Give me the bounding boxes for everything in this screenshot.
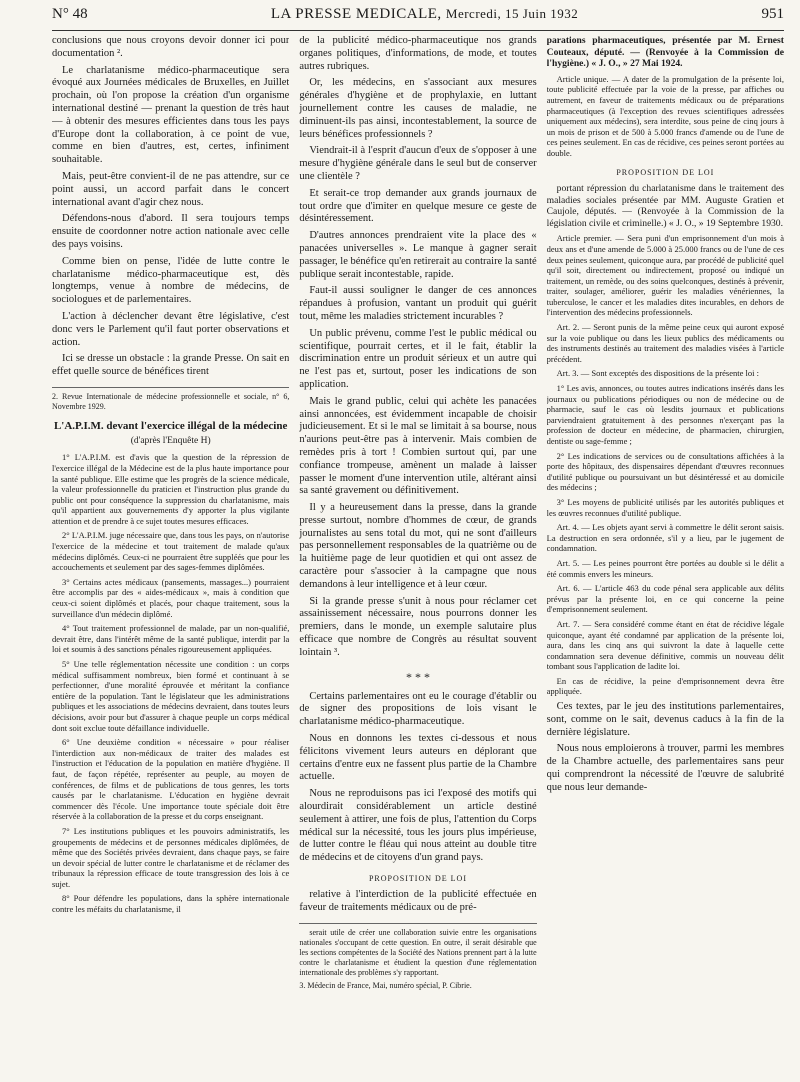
section-subheading: (d'après l'Enquête H) — [130, 435, 211, 446]
paragraph: Or, les médecins, en s'associant aux mesures générales d'hygiène et de prophylaxie, en luttant journellement contre les causes de maladie, ne diminuent-ils pas ainsi, incontestablement, la source de leurs bénéfices professionnels ? — [299, 77, 537, 140]
list-item: 7° Les institutions publiques et les pouvoirs administratifs, les groupements de médecins et de personnes médicales diplômées, de même que des Sociétés privées devraient, dans chaque pays, se faire un devoir spécial de lutter contre le charlatanisme et de réclamer des tribunaux la répression efficace de toute transgression des lois à ce sujet. — [52, 825, 290, 889]
paragraph: Comme bien on pense, l'idée de lutte contre le charlatanisme médico-pharmaceutique est, dès longtemps, venue à nombre de médecins, de sociologues et de parlementaires. — [52, 255, 290, 306]
section-heading: PROPOSITION DE LOI — [616, 167, 715, 177]
section-heading: PROPOSITION DE LOI — [368, 874, 467, 884]
paragraph: Nous ne reproduisons pas ici l'exposé des motifs qui alourdirait considérablement un article destiné seulement à attirer, une fois de plus, l'attention du Corps médical sur la nécessité, tous les jours plus impérieuse, de lutter contre le fléau qui nous atteint au double titre de médecins et de citoyens d'un grand pays. — [299, 788, 537, 864]
paragraph: Faut-il aussi souligner le danger de ces annonces répandues à profusion, vantant un produit qui guérit tout, même les maladies strictement incurables ? — [299, 285, 537, 322]
article-1: Article premier. — Sera puni d'un emprisonnement d'un mois à deux ans et d'une amende de 5.000 à 25.000 francs ou de l'une de ces deux peines seulement, quiconque aura, par procédé de publicité quel qu'il soit, directement ou indirectement, proposé ou indiqué un traitement, un remède, ou des soins quelconques, destinés à prévenir, traiter, soulager, améliorer, guérir les maladies vénériennes, la tuberculose, le cancer et les maladies dites incurables, en dehors de l'intervention des médecins professionnels. — [546, 233, 784, 318]
article-4: Art. 4. — Les objets ayant servi à commettre le délit seront saisis. La destruction en sera ordonnée, s'il y a lieu, par le jugement de condamnation. — [546, 522, 784, 554]
paragraph: de la publicité médico-pharmaceutique nos grands organes politiques, d'informations, de mode, et toutes autres rubriques. — [299, 35, 537, 72]
paragraph: Ces textes, par le jeu des institutions parlementaires, sont, comme on le sait, devenus caducs à la fin de la dernière législature. — [546, 701, 784, 738]
article-3-item: 1° Les avis, annonces, ou toutes autres indications insérés dans les journaux ou publications périodiques ou non de médecine ou de pharmacie, sauf le cas où lesdits journaux et publications parviendraient gratuitement à des personnes n'exerçant pas la profession de docteur en médecine, de pharmacien, chirurgien, dentiste ou sage-femme ; — [546, 383, 784, 446]
section-heading: L'A.P.I.M. devant l'exercice illégal de la médecine — [53, 419, 288, 432]
list-item: 6° Une deuxième condition « nécessaire » pour réaliser l'interdiction aux non-médicaux de traiter des malades est l'instruction et l'éducation de la population en matière d'hygiène. Il faut, de façon répétée, représenter au peuple, au moyen de conférences, de films et de publications de tous genres, les torts causés par le charlatanisme. L'éducation en hygiène devrait commencer dès l'école. Une importance toute spéciale doit être réservée à la collaboration de la presse et du corps enseignant. — [52, 737, 290, 822]
section-separator-stars: * * * — [405, 669, 430, 684]
article-3-item: 3° Les moyens de publicité utilisés par les autorités publiques et les œuvres reconnues d'utilité publique. — [546, 496, 784, 518]
paragraph: Nous nous emploierons à trouver, parmi les membres de la Chambre actuelle, des parlementaires sans peur qui comprendront la nécessité de l'œuvre de salubrité que nous leur demande- — [546, 743, 784, 793]
paragraph: relative à l'interdiction de la publicité effectuée en faveur de traitements médicaux ou de pré- — [299, 889, 537, 914]
article-3-item: 2° Les indications de services ou de consultations affichées à la porte des hôpitaux, des dispensaires dépendant d'œuvres reconnues d'utilité publique ou poursuivant un but désintéressé et au domicile des médecins ; — [546, 450, 784, 493]
footnote: 3. Médecin de France, Mai, numéro spécial, P. Cibrie. — [299, 981, 472, 991]
article-columns — [52, 35, 784, 1075]
paragraph: portant répression du charlatanisme dans le traitement des maladies sociales présentée par MM. Auguste Gratien et Caujole, députés. — (Renvoyée à la Commission de la législation civile et criminelle.) « J. O., » 19 Septembre 1930. — [546, 182, 784, 229]
article-2: Art. 2. — Seront punis de la même peine ceux qui auront exposé sur la voie publique ou dans les lieux publics des médicaments ou des instruments destinés au traitement des maladies visées à l'article précédent. — [546, 322, 784, 364]
article-unique: Article unique. — A dater de la promulgation de la présente loi, toute publicité effectuée par la voie de la presse, par affiches ou autrement, en faveur de traitements médicaux ou de préparations pharmaceutiques (à l'exception des revues scientifiques adressées uniquement aux médecins), sera interdite, sous peine de cinq jours à un mois de prison et de 500 à 5.000 francs d'amende ou de l'une de ces peines seulement. En cas de récidive, ces peines seront portées au double. — [546, 73, 784, 158]
footnote-continuation: serait utile de créer une collaboration suivie entre les organisations nationales s'occupant de cette question. En outre, il serait désirable que les sections compétentes de la Société des Nations prennent part à la lutte contre le charlatanisme et étudient la question d'une réglementation internationale des problèmes s'y rapportant. — [299, 928, 537, 978]
column-left — [52, 35, 289, 1075]
paragraph: D'autres annonces prendraient vite la place des « panacées universelles ». Le manque à gagner serait passager, le bénéfice qu'en retirerait au contraire la santé publique serait incontestable, rapide. — [299, 230, 537, 280]
issue-date: Mercredi, 15 Juin 1932 — [445, 6, 579, 21]
paragraph: Si la grande presse s'unit à nous pour réclamer cet assainissement nécessaire, nous pourrons donner les premiers, dans le monde, un exemple salutaire plus efficace que nombre de Congrès au résultat souvent lointain ³. — [299, 595, 537, 658]
newspaper-title — [271, 6, 578, 23]
paragraph: Le charlatanisme médico-pharmaceutique sera évoqué aux Journées médicales de Bruxelles, en Juillet prochain, où l'on propose la création d'un organisme international destiné — prenant la question de très haut — à obtenir des mesures efficientes dans tous les pays d'Europe dont la collaboration, à ce point de vue, comme en bien d'autres, est, certes, infiniment souhaitable. — [52, 64, 290, 166]
paragraph: Défendons-nous d'abord. Il sera toujours temps ensuite de coordonner notre action nationale avec celle des pays voisins. — [52, 213, 290, 250]
journal-name: LA PRESSE MEDICALE, — [270, 6, 442, 22]
paragraph: Il y a heureusement dans la presse, dans la grande presse surtout, nombre d'hommes de cœur, de grands journalistes au sens total du mot, qui ne sont d'ailleurs pas personnellement responsables de la quatrième ou de la huitième page de leur quotidien et qui ont assez de caractère pour s'associer à la campagne que nous demandons à leur intelligence et à leur cœur. — [299, 502, 537, 590]
footnote — [299, 923, 536, 991]
list-item: 2° L'A.P.I.M. juge nécessaire que, dans tous les pays, on n'autorise l'exercice de la médecine et tout traitement de malade qu'aux médecins diplômés. Ceux-ci ne pourraient être suppléés que pour les accouchements et seulement par des sages-femmes diplômées. — [52, 530, 290, 573]
list-item: 1° L'A.P.I.M. est d'avis que la question de la répression de l'exercice illégal de la Médecine est de la plus haute importance pour la santé publique. Elle estime que les progrès de la science médicale, la valeur professionnelle du praticien et l'instruction plus grande du public ont pour conséquence la suppression du charlatanisme, mais qu'il appartient aux gouvernements d'y apporter la plus vigilante attention et de prendre à ce sujet toutes mesures efficaces. — [52, 452, 290, 526]
article-7: Art. 7. — Sera considéré comme étant en état de récidive légale quiconque, ayant été condamné par application de la présente loi, aura, dans les cinq ans qui suivront la date à laquelle cette condamnation sera devenue définitive, commis un nouveau délit tombant sous l'application de ladite loi. — [546, 618, 784, 672]
paragraph: Certains parlementaires ont eu le courage d'établir ou de signer des propositions de lois visant le charlatanisme médico-pharmaceutique. — [299, 690, 537, 728]
masthead — [52, 6, 784, 31]
column-right — [547, 35, 784, 1075]
list-item: 5° Une telle réglementation nécessite une condition : un corps médical suffisamment nombreux, bien formé et continuant à se perfectionner, d'une moralité éprouvée et méritant la confiance entière de la population. Tant le législateur que les administrations publiques et les associations de médecins devraient, dans toutes leurs décisions, avoir pour but d'assurer à chaque peuple un corps médical dont soit exclue toute défaillance individuelle. — [52, 659, 290, 733]
paragraph: Mais le grand public, celui qui achète les panacées ainsi annoncées, est évidemment incapable de choisir judicieusement. Et si le mal se limitait à sa bourse, nous n'aurions peut-être pas à intervenir. Mais combien de remèdes pris à tort ! Combien surtout qui, par une confiance trompeuse, amènent un malade à laisser passer le moment d'une intervention utile, altérant ainsi sa santé gravement ou définitivement. — [299, 395, 537, 497]
page-number: 951 — [761, 6, 784, 22]
issue-number: N° 48 — [52, 6, 88, 22]
paragraph: Mais, peut-être convient-il de ne pas attendre, sur ce point aussi, un accord parfait dans le concert international avant d'agir chez nous. — [52, 170, 290, 208]
list-item: 4° Tout traitement professionnel de malade, par un non-qualifié, devrait être, dans l'intérêt même de la santé publique, interdit par la loi et soumis à des sanctions pénales rigoureusement appliquées. — [52, 623, 290, 655]
paragraph: L'action à déclencher devant être législative, c'est donc vers le Parlement qu'il faut porter observations et action. — [52, 310, 290, 348]
apim-list — [52, 452, 289, 914]
article-3: Art. 3. — Sont exceptés des dispositions de la présente loi : — [556, 368, 759, 379]
article-6: Art. 6. — L'article 463 du code pénal sera applicable aux délits prévus par la présente loi, en ce qui concerne la peine d'emprisonnement seulement. — [546, 583, 784, 615]
paragraph: Et serait-ce trop demander aux grands journaux de tout ordre que d'imiter en quelque mesure ce geste de désintéressement. — [299, 187, 537, 225]
paragraph: conclusions que nous croyons devoir donner ici pour documentation ². — [52, 35, 290, 59]
article-7-recidive: En cas de récidive, la peine d'emprisonnement devra être appliquée. — [546, 675, 784, 697]
paragraph: Un public prévenu, comme l'est le public médical ou scientifique, pourrait certes, et il le fait, établir la discrimination entre un produit sérieux et un autre qui ne l'est pas et, surtout, poser les indications de son application. — [299, 327, 537, 390]
article-5: Art. 5. — Les peines pourront être portées au double si le délit a été commis envers les mineurs. — [546, 557, 784, 579]
paragraph: Ici se dresse un obstacle : la grande Presse. On sait en effet quelle source de bénéfices tirent — [52, 353, 290, 378]
list-item: 3° Certains actes médicaux (pansements, massages...) pourraient être accomplis par des « aides-médicaux », mais à condition que ceux-ci soient diplômés et placés, pour chaque traitement, sous la surveillance d'un médecin diplômé. — [52, 576, 290, 619]
footnote: 2. Revue Internationale de médecine professionnelle et sociale, n° 6, Novembre 1929. — [52, 387, 289, 412]
paragraph: Viendrait-il à l'esprit d'aucun d'eux de s'opposer à une mesure d'hygiène générale dans le seul but de conserver une clientèle ? — [299, 145, 537, 182]
paragraph: Nous en donnons les textes ci-dessous et nous félicitons vivement leurs auteurs en déplorant que certains d'entre eux ne fassent plus partie de la Chambre actuelle. — [299, 733, 537, 783]
column-middle — [299, 35, 536, 1075]
paragraph: parations pharmaceutiques, présentée par M. Ernest Couteaux, député. — (Renvoyée à la Commission de l'hygiène.) « J. O., » 27 Mai 1924. — [546, 35, 784, 70]
list-item: 8° Pour défendre les populations, dans la sphère internationale contre les méfaits du charlatanisme, il — [52, 893, 290, 915]
